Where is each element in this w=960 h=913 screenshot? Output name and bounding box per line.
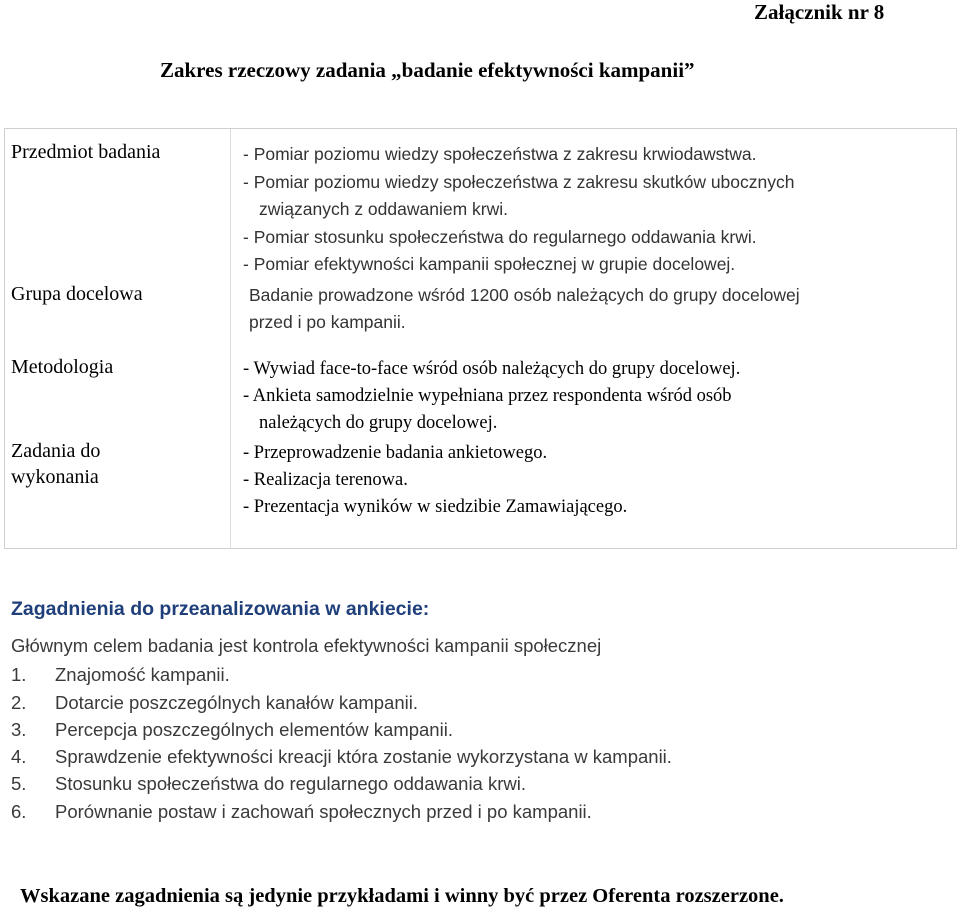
survey-item-number: 2. (11, 692, 27, 713)
task-line: - Realizacja terenowa. (243, 470, 408, 490)
survey-item (11, 801, 592, 823)
survey-item-text: Znajomość kampanii. (55, 664, 230, 685)
table-divider (230, 129, 231, 548)
subject-line: związanych z oddawaniem krwi. (259, 199, 508, 219)
survey-item-text: Sprawdzenie efektywności kreacji która zostanie wykorzystana w kampanii. (55, 746, 672, 767)
survey-item (11, 746, 672, 768)
target-line: Badanie prowadzone wśród 1200 osób należących do grupy docelowej (249, 285, 800, 305)
survey-item (11, 664, 230, 686)
survey-item-text: Dotarcie poszczególnych kanałów kampanii. (55, 692, 418, 713)
subject-line: - Pomiar efektywności kampanii społecznej w grupie docelowej. (243, 254, 736, 274)
survey-item (11, 773, 526, 795)
method-line: należących do grupy docelowej. (259, 413, 498, 433)
survey-intro: Głównym celem badania jest kontrola efektywności kampanii społecznej (11, 635, 602, 656)
survey-item-number: 1. (11, 664, 27, 685)
survey-item-number: 6. (11, 801, 27, 822)
survey-title: Zagadnienia do przeanalizowania w ankiecie: (11, 598, 430, 620)
survey-item (11, 719, 453, 741)
label-methodology: Metodologia (11, 356, 114, 378)
label-tasks-line1: Zadania do (11, 440, 101, 462)
label-tasks-line2: wykonania (11, 466, 99, 488)
survey-item-number: 5. (11, 773, 27, 794)
task-line: - Prezentacja wyników w siedzibie Zamawiającego. (243, 497, 628, 517)
survey-item (11, 692, 418, 714)
subject-line: - Pomiar poziomu wiedzy społeczeństwa z zakresu krwiodawstwa. (243, 144, 757, 164)
survey-item-text: Percepcja poszczególnych elementów kampanii. (55, 719, 453, 740)
task-line: - Przeprowadzenie badania ankietowego. (243, 443, 548, 463)
label-target-group: Grupa docelowa (11, 283, 143, 305)
target-line: przed i po kampanii. (249, 312, 406, 332)
footer-note: Wskazane zagadnienia są jedynie przykładami i winny być przez Oferenta rozszerzone. (20, 885, 784, 907)
document-title: Zakres rzeczowy zadania „badanie efektywności kampanii” (160, 58, 695, 82)
label-subject: Przedmiot badania (11, 141, 161, 163)
method-line: - Wywiad face-to-face wśród osób należących do grupy docelowej. (243, 359, 741, 379)
subject-line: - Pomiar poziomu wiedzy społeczeństwa z zakresu skutków ubocznych (243, 172, 795, 192)
subject-line: - Pomiar stosunku społeczeństwa do regularnego oddawania krwi. (243, 227, 757, 247)
survey-item-text: Stosunku społeczeństwa do regularnego oddawania krwi. (55, 773, 527, 794)
survey-item-number: 3. (11, 719, 27, 740)
method-line: - Ankieta samodzielnie wypełniana przez respondenta wśród osób (243, 386, 732, 406)
survey-item-number: 4. (11, 746, 27, 767)
attachment-label: Załącznik nr 8 (754, 0, 885, 24)
survey-item-text: Porównanie postaw i zachowań społecznych przed i po kampanii. (55, 801, 592, 822)
